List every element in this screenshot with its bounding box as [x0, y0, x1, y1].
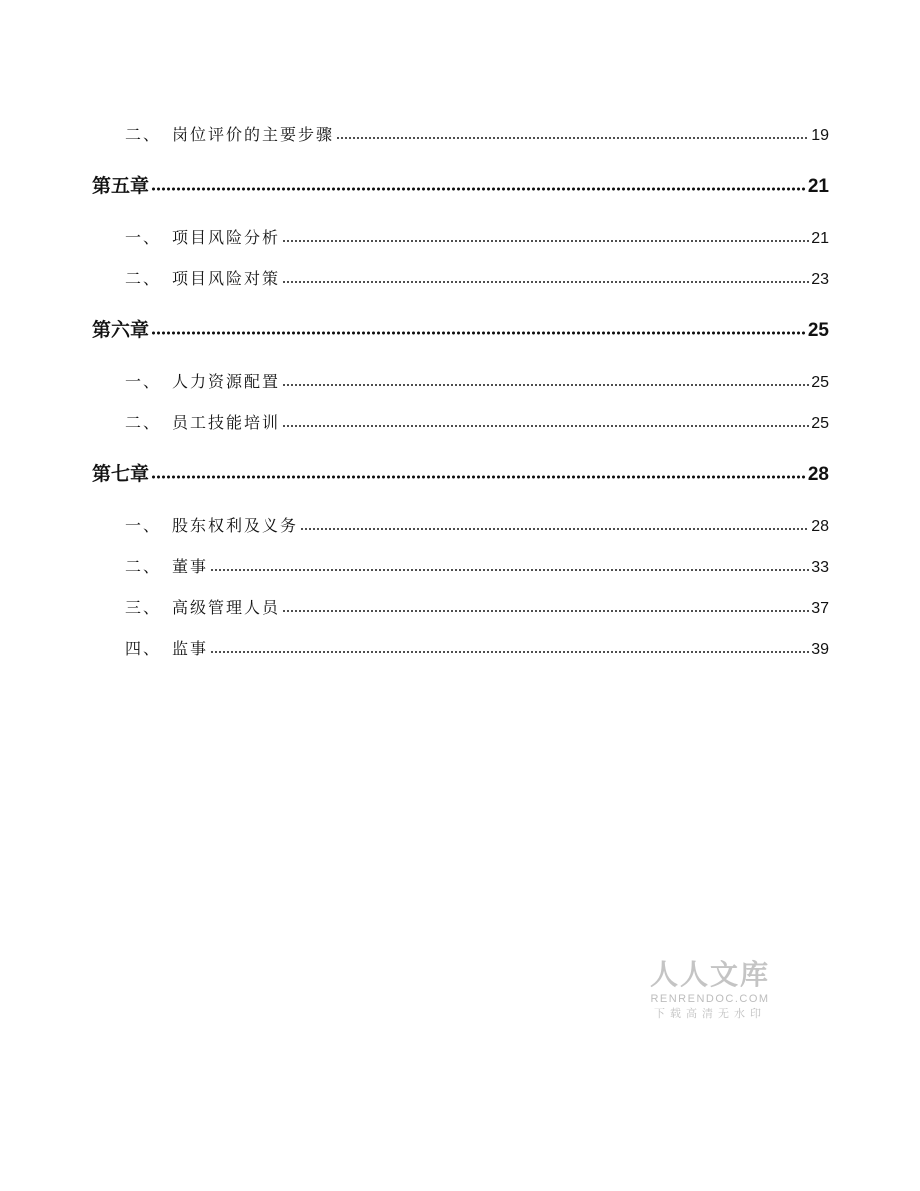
toc-entry[interactable]	[125, 637, 829, 661]
toc-chapter-title: 第六章	[92, 319, 150, 341]
dot-leader	[151, 474, 806, 480]
toc-entry-page: 39	[811, 641, 829, 658]
toc-entry-title: 岗位评价的主要步骤	[172, 125, 335, 144]
toc-chapter-entry[interactable]	[92, 174, 829, 198]
watermark-tagline: 下载高清无水印	[654, 1007, 766, 1020]
toc-entry-page: 19	[811, 127, 829, 144]
toc-entry-number: 一、	[125, 372, 162, 391]
toc-entry-number: 三、	[125, 598, 162, 617]
dot-leader	[282, 423, 809, 429]
dot-leader	[336, 135, 809, 141]
toc-entry-title: 项目风险对策	[172, 269, 281, 288]
toc-entry-number: 二、	[125, 269, 162, 288]
toc-entry-page: 25	[807, 320, 829, 341]
toc-entry[interactable]	[125, 370, 829, 394]
watermark	[640, 958, 780, 1022]
toc-entry[interactable]	[125, 123, 829, 147]
toc-chapter-entry[interactable]	[92, 318, 829, 342]
toc-entry-page: 37	[811, 600, 829, 617]
toc-entry[interactable]	[125, 596, 829, 620]
dot-leader	[151, 330, 806, 336]
toc-entry-page: 28	[807, 464, 829, 485]
toc-entry[interactable]	[125, 411, 829, 435]
toc-chapter-title: 第五章	[92, 175, 150, 197]
toc-entry-title: 项目风险分析	[172, 228, 281, 247]
toc-entry-number: 二、	[125, 125, 162, 144]
toc-entry-page: 21	[807, 176, 829, 197]
dot-leader	[282, 382, 809, 388]
dot-leader	[282, 279, 809, 285]
toc-entry-page: 23	[811, 271, 829, 288]
toc-entry[interactable]	[125, 267, 829, 291]
toc-entry[interactable]	[125, 555, 829, 579]
dot-leader	[210, 649, 809, 655]
toc-entry-title: 监事	[172, 639, 209, 658]
toc-entry-title: 人力资源配置	[172, 372, 281, 391]
toc-entry-page: 28	[811, 518, 829, 535]
dot-leader	[282, 608, 809, 614]
watermark-domain: RENRENDOC.COM	[650, 993, 770, 1005]
toc-entry[interactable]	[125, 514, 829, 538]
toc-entry-number: 二、	[125, 413, 162, 432]
dot-leader	[151, 186, 806, 192]
watermark-logo: 人人文库	[649, 958, 770, 991]
toc-entry-number: 一、	[125, 516, 162, 535]
toc-entry-page: 25	[811, 415, 829, 432]
toc-entry[interactable]	[125, 226, 829, 250]
dot-leader	[300, 526, 809, 532]
toc-entry-page: 33	[811, 559, 829, 576]
toc-entry-title: 董事	[172, 557, 209, 576]
dot-leader	[282, 238, 809, 244]
toc-chapter-entry[interactable]	[92, 462, 829, 486]
toc-entry-title: 员工技能培训	[172, 413, 281, 432]
toc-chapter-title: 第七章	[92, 463, 150, 485]
toc-entry-number: 二、	[125, 557, 162, 576]
toc-entry-title: 高级管理人员	[172, 598, 281, 617]
toc-entry-title: 股东权利及义务	[172, 516, 299, 535]
dot-leader	[210, 567, 809, 573]
toc-entry-number: 四、	[125, 639, 162, 658]
toc-entry-page: 21	[811, 230, 829, 247]
toc-entry-page: 25	[811, 374, 829, 391]
toc-entry-number: 一、	[125, 228, 162, 247]
